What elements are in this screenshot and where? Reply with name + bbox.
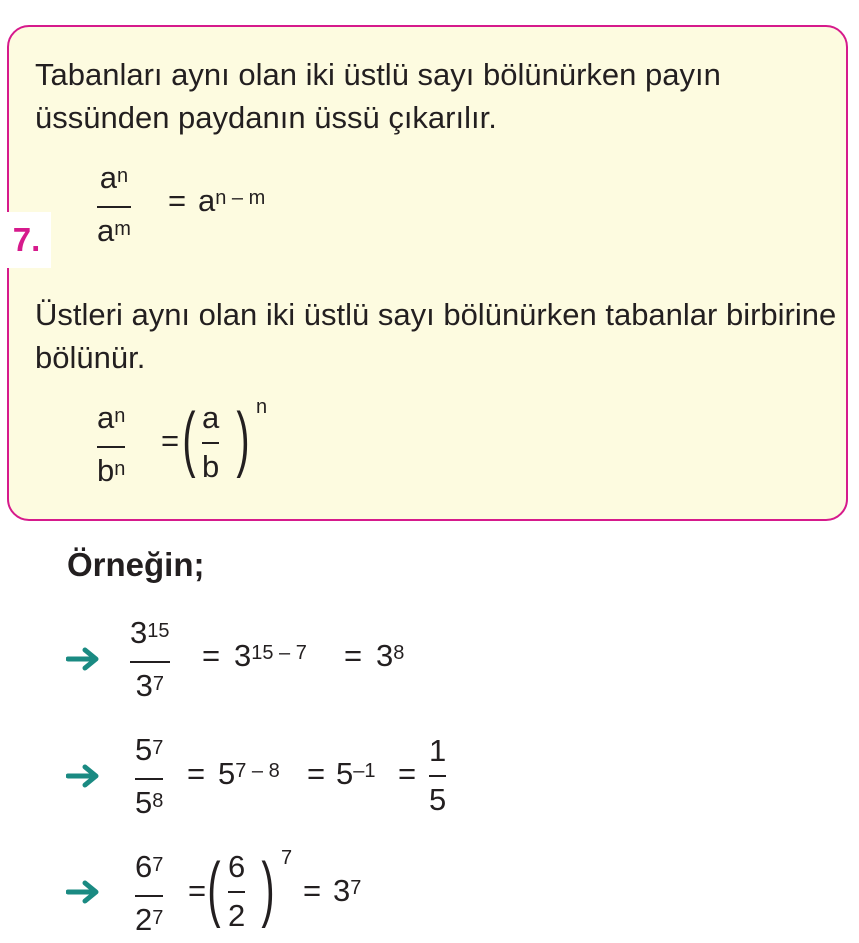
formula2-denominator: $b^n$ bbox=[97, 453, 126, 488]
fraction-bar bbox=[135, 895, 163, 897]
rule-paragraph-same-base: Tabanları aynı olan iki üstlü sayı bölünürken payın üssünden paydanın üssü çıkarılır. bbox=[35, 57, 721, 135]
example2-middle: 5$^{7 - 8}$ bbox=[218, 756, 280, 791]
examples-title: Örneğin; bbox=[67, 546, 205, 583]
example1-numerator: $3^{15}$ bbox=[130, 615, 170, 650]
example3-outer-exponent: 7 bbox=[281, 847, 293, 869]
fraction-bar bbox=[97, 206, 131, 208]
arrow-right-icon bbox=[66, 764, 102, 788]
example2-denominator: $5^8$ bbox=[135, 785, 164, 820]
fraction-bar bbox=[135, 778, 163, 780]
formula1-fraction bbox=[97, 160, 131, 253]
example2-numerator: $5^7$ bbox=[135, 732, 164, 767]
example3-fraction bbox=[135, 849, 163, 942]
example2-equals-1: = bbox=[187, 756, 206, 791]
example2-fraction bbox=[135, 732, 163, 825]
example3-inner-fraction bbox=[228, 849, 245, 934]
formula2-equals: = bbox=[161, 423, 180, 458]
example2-equals-2: = bbox=[307, 756, 326, 791]
example3-denominator: $2^7$ bbox=[135, 902, 164, 937]
fraction-bar bbox=[228, 891, 245, 893]
example1-fraction bbox=[130, 615, 170, 708]
example3-equals-2: = bbox=[303, 873, 322, 908]
example2-result-fraction bbox=[429, 733, 446, 818]
example3-equals-1: = bbox=[188, 873, 207, 908]
fraction-bar bbox=[202, 442, 219, 444]
example1-equals-1: = bbox=[202, 638, 221, 673]
formula2-inner-fraction bbox=[202, 400, 219, 485]
fraction-bar bbox=[130, 661, 170, 663]
arrow-right-icon bbox=[66, 880, 102, 904]
result-denominator: 5 bbox=[429, 782, 447, 817]
right-parenthesis: ) bbox=[261, 849, 275, 929]
right-parenthesis: ) bbox=[236, 399, 250, 479]
rule-box bbox=[7, 25, 848, 521]
example2-equals-3: = bbox=[398, 756, 417, 791]
formula1-denominator: $a^m$ bbox=[97, 213, 131, 248]
fraction-bar bbox=[429, 775, 446, 777]
formula1-equals: = bbox=[168, 183, 187, 218]
formula2-numerator: $a^n$ bbox=[97, 400, 126, 435]
left-parenthesis: ( bbox=[207, 849, 221, 929]
left-parenthesis: ( bbox=[182, 399, 196, 479]
example2-negative-power: $5^{-1}$ bbox=[336, 756, 376, 791]
example1-equals-2: = bbox=[344, 638, 363, 673]
formula1-numerator: $a^n$ bbox=[99, 160, 129, 195]
inner-numerator: a bbox=[202, 400, 220, 435]
example1-middle: 3$^{15 - 7}$ bbox=[234, 638, 307, 673]
arrow-right-icon bbox=[66, 647, 102, 671]
example1-denominator: $3^7$ bbox=[135, 668, 164, 703]
formula2-outer-exponent: n bbox=[256, 396, 268, 418]
inner-numerator: 6 bbox=[228, 849, 246, 884]
result-numerator: 1 bbox=[429, 733, 447, 768]
rule-number: 7. bbox=[2, 212, 51, 268]
example1-result: $3^8$ bbox=[376, 638, 405, 673]
inner-denominator: 2 bbox=[228, 898, 246, 933]
formula1-result: $a^{n - m}$ bbox=[198, 183, 266, 218]
formula2-fraction bbox=[97, 400, 125, 493]
example3-numerator: $6^7$ bbox=[135, 849, 164, 884]
inner-denominator: b bbox=[202, 449, 220, 484]
rule-paragraph-same-exponent: Üstleri aynı olan iki üstlü sayı bölünürken tabanlar birbirine bölünür. bbox=[35, 297, 837, 375]
fraction-bar bbox=[97, 446, 125, 448]
example3-result: $3^7$ bbox=[333, 873, 362, 908]
